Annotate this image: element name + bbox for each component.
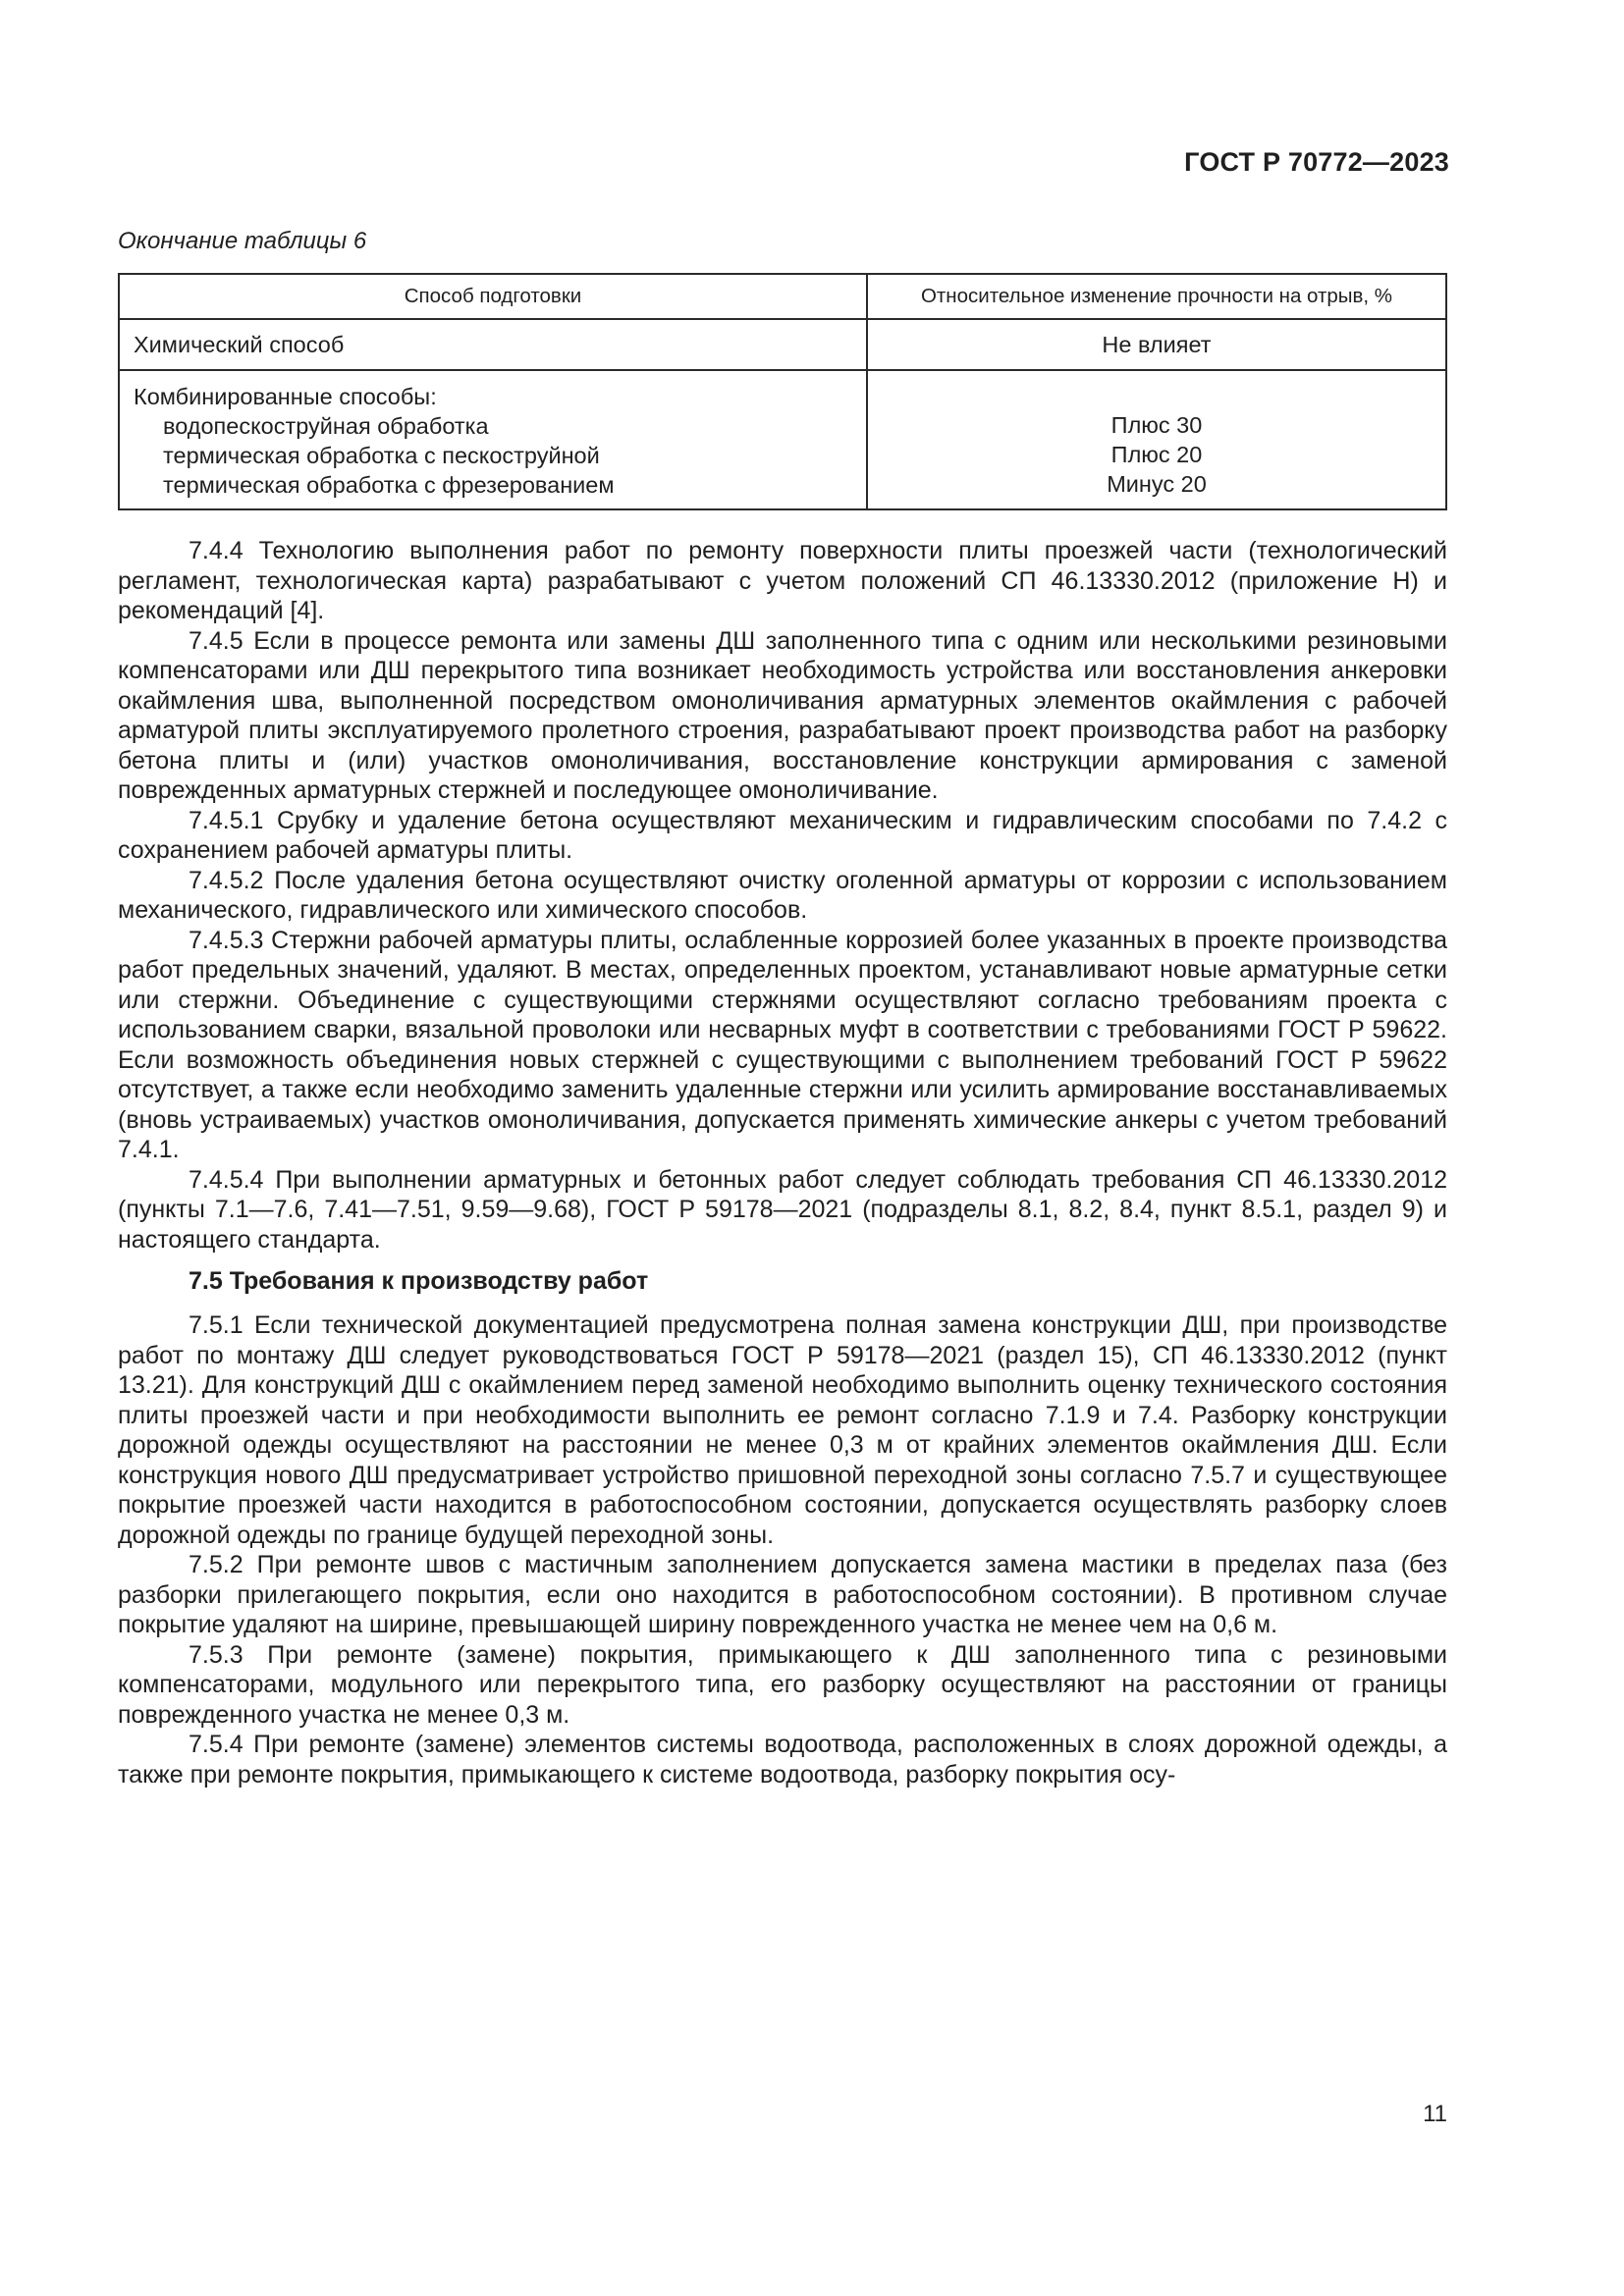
table-header-method: Способ подготовки — [119, 274, 867, 319]
sub-method: термическая обработка с фрезерованием — [163, 472, 615, 498]
sub-method: термическая обработка с пескоструйной — [163, 443, 600, 468]
section-heading-7-5: 7.5 Требования к производству работ — [189, 1267, 649, 1295]
sub-value: Плюс 20 — [1110, 442, 1203, 467]
paragraph-7-4-5-1: 7.4.5.1 Срубку и удаление бетона осуществляют механическим и гидравлическим способами по 7.4.2 с сохранением рабочей арматуры плиты. — [118, 806, 1447, 864]
paragraph-7-4-5-2: 7.4.5.2 После удаления бетона осуществляют очистку оголенной арматуры от коррозии с использованием механического, гидравлического или химического способов. — [118, 866, 1447, 924]
paragraph-7-5-4: 7.5.4 При ремонте (замене) элементов системы водоотвода, расположенных в слоях дорожной одежды, а также при ремонте покрытия, примыкающего к системе водоотвода, разборку покрытия осу- — [118, 1731, 1447, 1789]
table-header-row — [119, 274, 1446, 319]
table-header-value: Относительное изменение прочности на отрыв, % — [867, 274, 1446, 319]
table-caption: Окончание таблицы 6 — [118, 228, 367, 254]
table-cell-method — [119, 370, 867, 509]
paragraph-7-5-1: 7.5.1 Если технической документацией предусмотрена полная замена конструкции ДШ, при производстве работ по монтажу ДШ следует руководствоваться ГОСТ Р 59178—2021 (раздел 15), СП 46.13330.2012 (пункт 13.21). Для конструкций ДШ с окаймлением перед заменой необходимо выполнить оценку технического состояния плиты проезжей части и при необходимости выполнить ее ремонт согласно 7.1.9 и 7.4. Разборку конструкции дорожной одежды осуществляют на расстоянии не менее 0,3 м от крайних элементов окаймления ДШ. Если конструкция нового ДШ предусматривает устройство пришовной переходной зоны согласно 7.5.7 и существующее покрытие проезжей части находится в работоспособном состоянии, допускается осуществлять разборку слоев дорожной одежды по границе будущей переходной зоны. — [118, 1311, 1447, 1549]
paragraph-7-4-5: 7.4.5 Если в процессе ремонта или замены ДШ заполненного типа с одним или несколькими резиновыми компенсаторами или ДШ перекрытого типа возникает необходимость устройства или восстановления анкеровки окаймления шва, выполненной посредством омоноличивания арматурных элементов окаймления с рабочей арматурой плиты эксплуатируемого пролетного строения, разрабатывают проект производства работ на разборку бетона плиты и (или) участков омоноличивания, восстановление конструкции армирования с заменой поврежденных арматурных стержней и последующее омоноличивание. — [118, 626, 1447, 804]
sub-method: водопескоструйная обработка — [163, 413, 489, 439]
page-number: 11 — [1423, 2101, 1447, 2127]
table-cell-value — [867, 370, 1446, 509]
table-cell-method: Химический способ — [119, 319, 867, 370]
table-row — [119, 370, 1446, 509]
sub-value: Плюс 30 — [1110, 412, 1203, 438]
paragraph-7-4-5-3: 7.4.5.3 Стержни рабочей арматуры плиты, ослабленные коррозией более указанных в проекте производства работ предельных значений, удаляют. В местах, определенных проектом, устанавливают новые арматурные сетки или стержни. Объединение с существующими стержнями осуществляют согласно требованиям проекта с использованием сварки, вязальной проволоки или несварных муфт в соответствии с требованиями ГОСТ Р 59622. Если возможность объединения новых стержней с существующими с выполнением требований ГОСТ Р 59622 отсутствует, а также если необходимо заменить удаленные стержни или усилить армирование восстанавливаемых (вновь устраиваемых) участков омоноличивания, допускается применять химические анкеры с учетом требований 7.4.1. — [118, 926, 1447, 1163]
paragraph-7-5-2: 7.5.2 При ремонте швов с мастичным заполнением допускается замена мастики в пределах паза (без разборки прилегающего покрытия, если оно находится в работоспособном состоянии). В противном случае покрытие удаляют на ширине, превышающей ширину поврежденного участка не менее чем на 0,6 м. — [118, 1551, 1447, 1638]
combined-methods-title: Комбинированные способы: — [134, 384, 437, 409]
body-text — [118, 536, 1447, 1789]
paragraph-7-4-4: 7.4.4 Технологию выполнения работ по ремонту поверхности плиты проезжей части (технологический регламент, технологическая карта) разрабатывают с учетом положений СП 46.13330.2012 (приложение Н) и рекомендаций [4]. — [118, 537, 1447, 624]
paragraph-7-5-3: 7.5.3 При ремонте (замене) покрытия, примыкающего к ДШ заполненного типа с резиновыми компенсаторами, модульного или перекрытого типа, его разборку осуществляют на расстоянии от границы поврежденного участка не менее 0,3 м. — [118, 1640, 1447, 1729]
sub-value: Минус 20 — [1107, 471, 1207, 497]
table-6 — [118, 273, 1447, 510]
table-row — [119, 319, 1446, 370]
document-code: ГОСТ Р 70772—2023 — [1184, 147, 1449, 177]
table-cell-value: Не влияет — [867, 319, 1446, 370]
paragraph-7-4-5-4: 7.4.5.4 При выполнении арматурных и бетонных работ следует соблюдать требования СП 46.13330.2012 (пункты 7.1—7.6, 7.41—7.51, 9.59—9.68), ГОСТ Р 59178—2021 (подразделы 8.1, 8.2, 8.4, пункт 8.5.1, раздел 9) и настоящего стандарта. — [118, 1165, 1447, 1254]
